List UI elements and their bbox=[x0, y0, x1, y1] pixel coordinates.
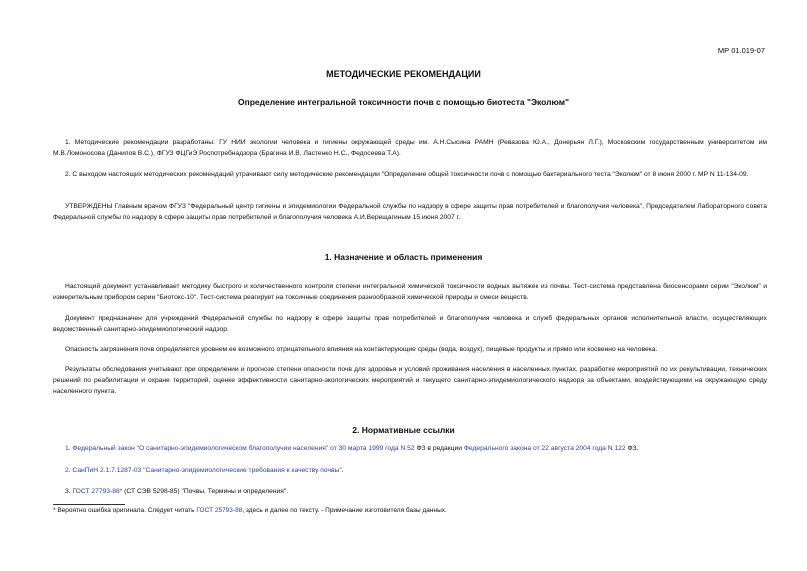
intro-paragraph-1: 1. Методические рекомендации разработаны: ГУ НИИ экологии человека и гигиены окружающей среды им. А.Н.Сысина РАМН (Ревазова Ю.А., Донерьян Л.Г.), Московским государственным университетом им М.В.Ломоносова (Данилов В.С.), ФГУЗ ФЦГиЭ Роспотребнадзора (Брагина И.В, Ластенко Н.С., Федосеева Т.А). bbox=[53, 139, 767, 157]
federal-law-122-link[interactable]: Федерального закона от 22 августа 2004 года N 122 bbox=[463, 445, 626, 452]
footnote: * Вероятно ошибка оригинала. Следует читать ГОСТ 25793-88, здесь и далее по тексту. - Примечание изготовителя базы данных. bbox=[53, 507, 447, 514]
section1-title: 1. Назначение и область применения bbox=[324, 252, 483, 262]
reference-2: 2. СанПиН 2.1.7.1287-03 "Санитарно-эпидемиологические требования к качеству почвы". bbox=[65, 467, 344, 474]
section1-paragraph-2: Документ предназначен для учреждений Федеральной службы по надзору в сфере защиты прав потребителей и благополучия человека и служб федеральных органов исполнительной власти, осуществляющих ведомственный санитарно-эпидемиологический надзор. bbox=[53, 315, 767, 333]
footnote-divider bbox=[53, 504, 125, 505]
reference-3: 3. ГОСТ 27793-88* (СТ СЭВ 5298-85) "Почвы. Термины и определения". bbox=[65, 488, 289, 495]
gost-25793-link[interactable]: ГОСТ 25793-88 bbox=[196, 507, 243, 514]
section1-paragraph-3: Опасность загрязнения почв определяется уровнем ее возможного отрицательного влияния на контактирующие среды (вода, воздух), пищевые продукты и прямо или косвенно на человека. bbox=[65, 346, 658, 353]
section1-paragraph-4: Результаты обследования учитывают при определении и прогнозе степени опасности почв для здоровья и условий проживания населения в населенных пунктах, разработке мероприятий по их рекультивации, технических решений по реабилитации и охране территорий, оценке эффективности санитарно-экологических мероприятий и текущего санитарно-эпидемиологического надзора за объектами, воздействующими на окружающую среду населенного пункта. bbox=[53, 366, 767, 395]
document-code: МР 01.019-07 bbox=[717, 46, 765, 55]
intro-paragraph-2: 2. С выходом настоящих методических рекомендаций утрачивают силу методические рекомендации "Определение общей токсичности почв с помощью бактериального теста "Эколюм" от 8 июня 2000 г. МР N 11-134-09. bbox=[65, 171, 749, 178]
sanpin-link[interactable]: 2. СанПиН 2.1.7.1287-03 "Санитарно-эпидемиологические требования к качеству почвы" bbox=[65, 467, 342, 474]
main-title: МЕТОДИЧЕСКИЕ РЕКОМЕНДАЦИИ bbox=[326, 69, 481, 79]
intro-paragraph-3: УТВЕРЖДЕНЫ Главным врачом ФГУЗ "Федеральный центр гигиены и эпидемиологии Федеральной службы по надзору в сфере защиты прав потребителей и благополучия человека", Председателем Лабораторного совета Федеральной службы по надзору в сфере защиты прав потребителей и благополучия человека А.И.Верещагиным 15 июня 2007 г. bbox=[53, 203, 767, 221]
section1-paragraph-1: Настоящий документ устанавливает методику быстрого и количественного контроля степени интегральной химической токсичности водных вытяжек из почвы. Тест-система представлена биосенсорами серии "Эколюм" и измерительным прибором серии "Биотокс-10". Тест-система реагирует на токсичные соединения разнообразной химической природы и смеси веществ. bbox=[53, 283, 767, 301]
reference-1: 1. Федеральный закон "О санитарно-эпидемиологическом благополучии населения" от 30 марта 1999 года N 52 ФЗ в редакции Федерального закона от 22 августа 2004 года N 122 ФЗ. bbox=[65, 445, 639, 452]
section2-title: 2. Нормативные ссылки bbox=[352, 425, 455, 435]
gost-27793-link[interactable]: ГОСТ 27793-88* bbox=[72, 488, 123, 495]
subtitle: Определение интегральной токсичности почв с помощью биотеста "Эколюм" bbox=[237, 97, 570, 107]
federal-law-52-link[interactable]: 1. Федеральный закон "О санитарно-эпидемиологическом благополучии населения" от 30 марта 1999 года N 52 bbox=[65, 445, 415, 452]
